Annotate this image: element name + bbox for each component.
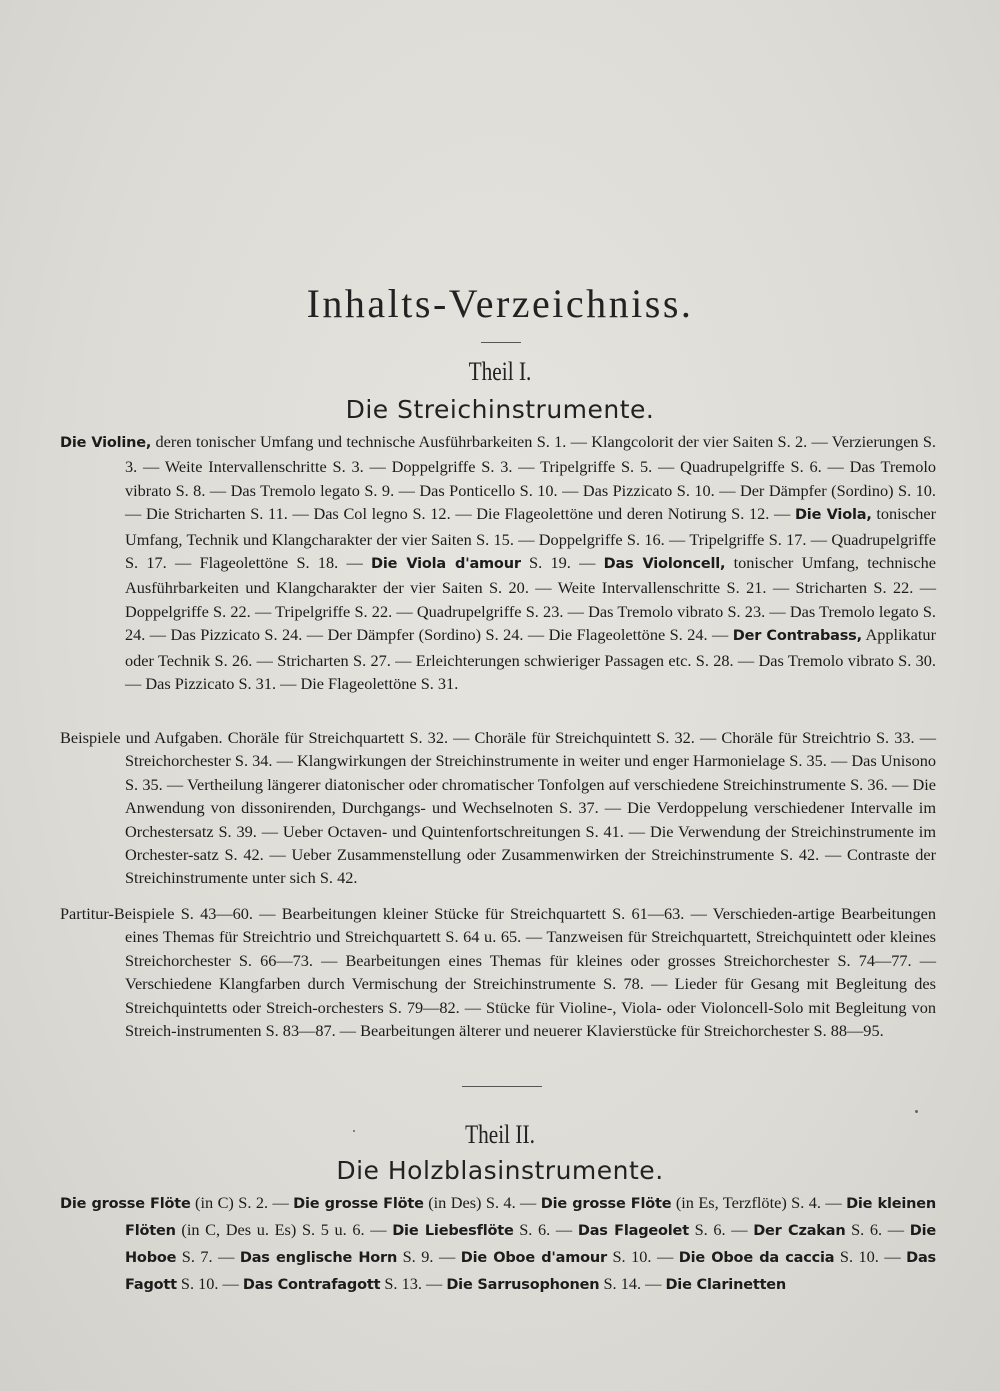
entry-text: deren tonischer Umfang und technische Ausführbarkeiten S. 1. — Klangcolorit der vier Saiten S. 2. — Verzierungen S. 3. — Weite Intervallenschritte S. 3. — Doppelgriffe S. 3. — Tripelgriffe S. 5. — Quadrupelgriffe S. 6. — Das Tremolo vibrato S. 8. — Das Tremolo legato S. 9. — Das Ponticello S. 10. — Das Pizzicato S. 10. — Der Dämpfer (Sordino) S. 10. — Die Stricharten S. 11. — Das Col legno S. 12. — Die Flageolettöne und deren Notirung S. 12. — xyxy=(125,432,936,524)
print-speck xyxy=(915,1110,918,1113)
entry-text: tonischer Umfang, technische Ausführbarkeiten und Klangcharakter der vier Saiten S. 20. — Weite Intervallenschritte S. 21. — Stricharten S. 22. — Doppelgriffe S. 22. — Tripelgriffe S. 22. — Quadrupelgriffe S. 23. — Das Tremolo vibrato S. 23. — Das Tremolo legato S. 24. — Das Pizzicato S. 24. — Der Dämpfer (Sordino) S. 24. — Die Flageolettöne S. 24. — xyxy=(125,553,936,645)
instrument-name: Die Clarinetten xyxy=(665,1277,787,1293)
instrument-name: Das Flageolet xyxy=(577,1223,689,1239)
instrument-name: Der Contrabass, xyxy=(732,628,862,645)
entry-text: S. 6. — xyxy=(688,1220,754,1239)
entry-text: Partitur-Beispiele S. 43—60. — Bearbeitungen kleiner Stücke für Streichquartett S. 61—63. — Verschieden-artige Bearbeitungen eines Themas für Streichtrio und Streichquartett S. 64 u. 65. — Tanzweisen für Streichquartett, Streichquintett oder kleines Streichorchester S. 66—73. — Bearbeitungen eines Themas für kleines oder grosses Streichorchester S. 74—77. — Verschiedene Klangfarben durch Vermischung der Streichinstrumente S. 78. — Lieder für Gesang mit Begleitung des Streichquintetts oder Streich-orchesters S. 79—82. — Stücke für Violine-, Viola- oder Violoncell-Solo mit Begleitung von Streich-instrumenten S. 83—87. — Bearbeitungen älterer und neuerer Klavierstücke für Streichorchester S. 88—95. xyxy=(60,904,936,1041)
toc-entry-violine xyxy=(60,430,936,695)
instrument-name: Die grosse Flöte xyxy=(60,1196,191,1212)
entry-text: S. 10. — xyxy=(176,1274,243,1293)
instrument-name: Das Violoncell, xyxy=(603,556,726,573)
instrument-name: Die Oboe da caccia xyxy=(678,1250,835,1266)
instrument-name: Die Viola, xyxy=(794,507,872,524)
entry-text: S. 6. — xyxy=(845,1220,910,1239)
instrument-name: Die Violine, xyxy=(60,435,152,451)
instrument-name: Die grosse Flöte xyxy=(293,1196,424,1212)
entry-text: S. 14. — xyxy=(599,1274,666,1293)
entry-text: S. 9. — xyxy=(397,1247,461,1266)
entry-text: (in C) S. 2. — xyxy=(190,1193,294,1212)
part-divider xyxy=(462,1086,542,1087)
instrument-name: Die Liebesflöte xyxy=(392,1223,514,1239)
entry-text: S. 6. — xyxy=(513,1220,578,1239)
instrument-name: Die Viola d'amour xyxy=(371,556,521,573)
entry-text: S. 19. — xyxy=(520,553,604,573)
toc-entry-beispiele xyxy=(60,726,936,890)
toc-entry-floete xyxy=(60,1190,936,1298)
instrument-name: Das Fagott xyxy=(125,1250,936,1293)
entry-text: (in Des) S. 4. — xyxy=(423,1193,541,1212)
instrument-name: Das englische Horn xyxy=(239,1250,398,1266)
instrument-name: Die grosse Flöte xyxy=(540,1196,672,1212)
part-1-label: Theil I. xyxy=(468,357,532,386)
part-1-title: Die Streichinstrumente. xyxy=(345,395,655,424)
instrument-name: Die Hoboe xyxy=(125,1223,936,1266)
instrument-name: Die Oboe d'amour xyxy=(460,1250,607,1266)
entry-text: S. 10. — xyxy=(606,1247,679,1266)
entry-text: Applikatur oder Technik S. 26. — Stricharten S. 27. — Erleichterungen schwieriger Passagen etc. S. 28. — Das Tremolo vibrato S. 30. — Das Pizzicato S. 31. — Die Flageolettöne S. 31. xyxy=(125,625,936,694)
toc-entry-partitur xyxy=(60,902,936,1042)
print-speck xyxy=(353,1130,355,1132)
part-2-label: Theil II. xyxy=(465,1120,535,1149)
instrument-name: Der Czakan xyxy=(753,1223,846,1239)
entry-text: S. 13. — xyxy=(380,1274,447,1293)
entry-text: S. 7. — xyxy=(176,1247,240,1266)
page-title: Inhalts-Verzeichniss. xyxy=(306,281,694,326)
entry-text: Beispiele und Aufgaben. Choräle für Streichquartett S. 32. — Choräle für Streichquintett S. 32. — Choräle für Streichtrio S. 33. — Streichorchester S. 34. — Klangwirkungen der Streichinstrumente in weiter und enger Harmonielage S. 35. — Das Unisono S. 35. — Vertheilung längerer diatonischer oder chromatischer Tonfolgen auf verschiedene Streichinstrumente S. 36. — Die Anwendung von dissonirenden, Durchgangs- und Wechselnoten S. 37. — Die Verdoppelung verschiedener Intervalle im Orchestersatz S. 39. — Ueber Octaven- und Quintenfortschreitungen S. 41. — Die Verwendung der Streichinstrumente im Orchester-satz S. 42. — Ueber Zusammenstellung oder Zusammenwirken der Streichinstrumente S. 42. — Contraste der Streichinstrumente unter sich S. 42. xyxy=(60,728,936,888)
title-divider xyxy=(481,342,521,343)
instrument-name: Die Sarrusophonen xyxy=(446,1277,600,1293)
entry-text: tonischer Umfang, Technik und Klangcharakter der vier Saiten S. 15. — Doppelgriffe S. 16. — Tripelgriffe S. 17. — Quadrupelgriffe S. 17. — Flageolettöne S. 18. — xyxy=(125,504,936,573)
instrument-name: Die kleinen Flöten xyxy=(125,1196,936,1239)
instrument-name: Das Contrafagott xyxy=(242,1277,381,1293)
entry-text: S. 10. — xyxy=(834,1247,907,1266)
part-2-title: Die Holzblasinstrumente. xyxy=(336,1156,664,1185)
entry-text: (in C, Des u. Es) S. 5 u. 6. — xyxy=(175,1220,393,1239)
entry-text: (in Es, Terzflöte) S. 4. — xyxy=(671,1193,847,1212)
